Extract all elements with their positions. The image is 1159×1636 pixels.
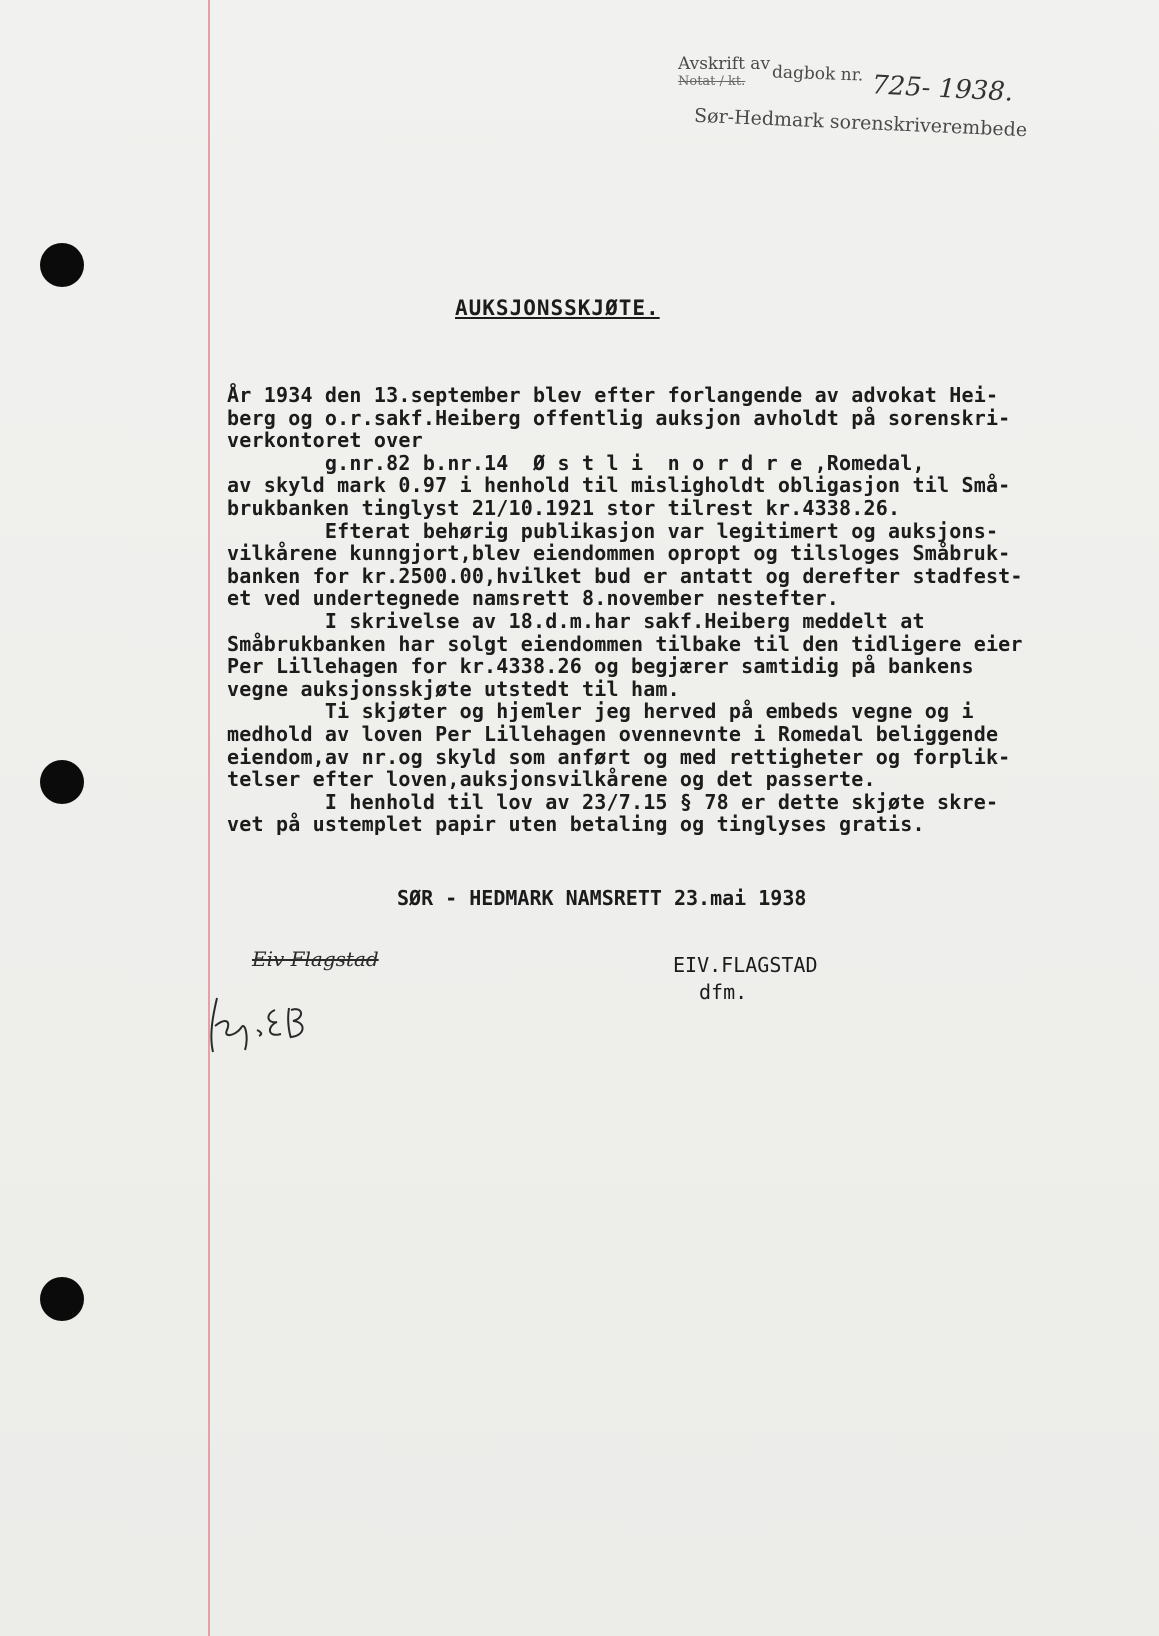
document-body	[227, 384, 1147, 836]
body-line: g.nr.82 b.nr.14 Ø s t l i n o r d r e ,Romedal,	[227, 450, 925, 475]
punch-hole	[40, 760, 84, 804]
body-line: vegne auksjonsskjøte utstedt til ham.	[227, 676, 680, 701]
body-line: I skrivelse av 18.d.m.har sakf.Heiberg meddelt at	[227, 608, 925, 633]
handwritten-initials	[205, 990, 335, 1060]
body-line: vilkårene kunngjort,blev eiendommen opropt og tilsloges Småbruk-	[227, 541, 1011, 566]
handwritten-journal-number: 725- 1938.	[871, 70, 1014, 108]
body-line: I henhold til lov av 23/7.15 § 78 er dette skjøte skre-	[227, 789, 999, 814]
body-line: medhold av loven Per Lillehagen ovennevnte i Romedal beliggende	[227, 721, 999, 746]
body-line: eiendom,av nr.og skyld som anført og med rettigheter og forplik-	[227, 744, 1011, 769]
body-line: verkontoret over	[227, 428, 423, 453]
body-line: av skyld mark 0.97 i henhold til misligholdt obligasjon til Små-	[227, 473, 1011, 498]
punch-hole	[40, 243, 84, 287]
court-date-line: SØR - HEDMARK NAMSRETT 23.mai 1938	[397, 886, 807, 910]
signer-block	[673, 952, 818, 1006]
red-margin-line	[208, 0, 210, 1636]
body-line: Per Lillehagen for kr.4338.26 og begjærer samtidig på bankens	[227, 654, 974, 679]
body-line: Ti skjøter og hjemler jeg herved på embeds vegne og i	[227, 699, 974, 724]
punch-hole	[40, 1277, 84, 1321]
body-line: brukbanken tinglyst 21/10.1921 stor tilrest kr.4338.26.	[227, 495, 901, 520]
body-line: telser efter loven,auksjonsvilkårene og det passerte.	[227, 767, 876, 792]
document-title: AUKSJONSSKJØTE.	[455, 296, 660, 320]
body-line: banken for kr.2500.00,hvilket bud er antatt og derefter stadfest-	[227, 563, 1023, 588]
stamp-dagbok-label: dagbok nr.	[771, 62, 864, 86]
stamp-struck-text: Notat / kt.	[678, 74, 746, 89]
body-line: Efterat behørig publikasjon var legitimert og auksjons-	[227, 518, 999, 543]
stamp-avskrift: Avskrift av	[678, 54, 771, 74]
signer-name: EIV.FLAGSTAD	[673, 953, 818, 977]
handwritten-struck-signature: Eiv Flagstad	[252, 947, 379, 971]
body-line: Småbrukbanken har solgt eiendommen tilbake til den tidligere eier	[227, 631, 1023, 656]
body-line: berg og o.r.sakf.Heiberg offentlig auksjon avholdt på sorenskri-	[227, 405, 1011, 430]
signer-role: dfm.	[699, 980, 748, 1004]
body-line: År 1934 den 13.september blev efter forlangende av advokat Hei-	[227, 383, 999, 407]
body-line: vet på ustemplet papir uten betaling og tinglyses gratis.	[227, 812, 925, 837]
body-line: et ved undertegnede namsrett 8.november nestefter.	[227, 586, 840, 611]
stamp-office-name: Sør-Hedmark sorenskriverembede	[693, 104, 1028, 142]
